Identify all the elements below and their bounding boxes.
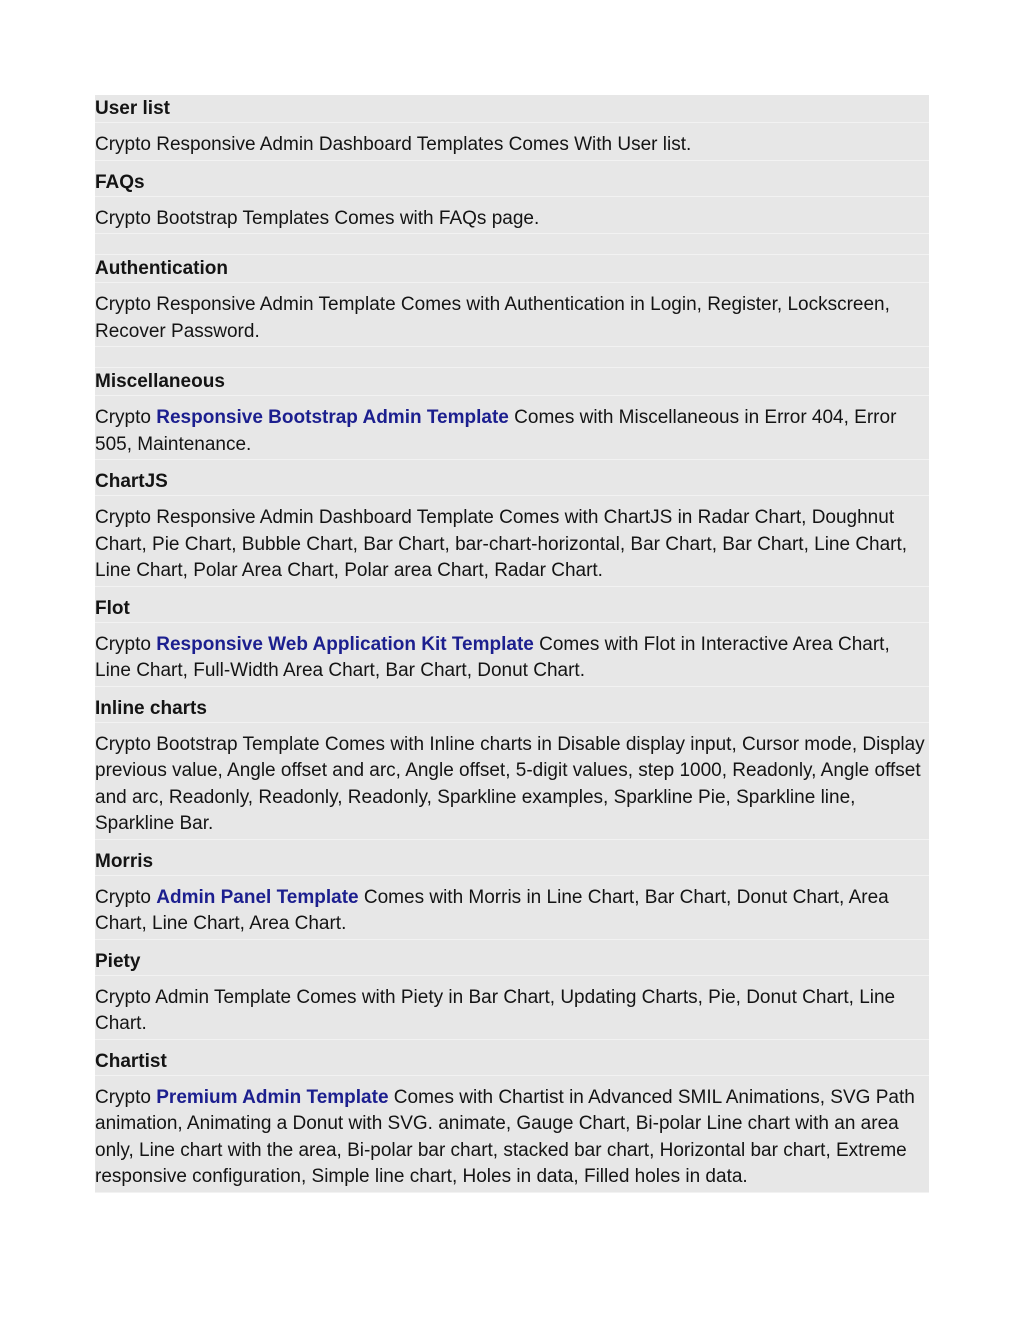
premium-admin-template-link[interactable]: Premium Admin Template — [156, 1086, 389, 1108]
section-flot — [95, 587, 929, 687]
section-heading: Chartist — [95, 1040, 929, 1076]
spacer — [95, 347, 929, 368]
admin-panel-template-link[interactable]: Admin Panel Template — [156, 886, 359, 908]
description-text: Crypto Responsive Admin Dashboard Template Comes with ChartJS in Radar Chart, Doughnut Chart, Pie Chart, Bubble Chart, Bar Chart, bar-chart-horizontal, Bar Chart, Bar Chart, Line Chart, Line Chart, Polar Area Chart, Polar area Chart, Radar Chart. — [95, 507, 908, 581]
section-heading: User list — [95, 95, 929, 123]
spacer — [95, 234, 929, 255]
description-text: Crypto Bootstrap Templates Comes with FAQs page. — [95, 207, 540, 229]
section-faqs — [95, 161, 929, 235]
description-text: Comes with Chartist in Advanced SMIL Animations, SVG Path animation, Animating a Donut with SVG. animate, Gauge Chart, Bi-polar Line chart with an area only, Line chart with the area, Bi-polar bar chart, stacked bar chart, Horizontal bar chart, Extreme responsive configuration, Simple line chart, Holes in data, Filled holes in data. — [95, 1086, 915, 1187]
section-chartist — [95, 1040, 929, 1193]
section-heading: Miscellaneous — [95, 368, 929, 396]
section-description — [95, 496, 929, 587]
section-miscellaneous — [95, 368, 929, 460]
section-heading: Authentication — [95, 255, 929, 283]
section-description — [95, 283, 929, 347]
responsive-web-application-kit-template-link[interactable]: Responsive Web Application Kit Template — [156, 633, 534, 655]
section-heading: Morris — [95, 840, 929, 876]
section-heading: Piety — [95, 940, 929, 976]
section-heading: FAQs — [95, 161, 929, 197]
description-text: Comes with Flot in Interactive Area Chart, Line Chart, Full-Width Area Chart, Bar Chart, Donut Chart. — [95, 633, 890, 681]
description-text: Crypto Bootstrap Template Comes with Inline charts in Disable display input, Cursor mode, Display previous value, Angle offset and arc, Angle offset, 5-digit values, step 1000, Readonly, Angle offset and arc, Readonly, Readonly, Readonly, Sparkline examples, Sparkline Pie, Sparkline line, Sparkline Bar. — [95, 733, 925, 834]
section-morris — [95, 840, 929, 940]
section-authentication — [95, 255, 929, 347]
section-heading: Inline charts — [95, 687, 929, 723]
section-description — [95, 197, 929, 235]
responsive-bootstrap-admin-template-link[interactable]: Responsive Bootstrap Admin Template — [156, 407, 509, 428]
section-description — [95, 876, 929, 940]
description-text: Crypto — [95, 633, 157, 655]
description-text: Crypto — [95, 407, 157, 428]
section-description — [95, 1076, 929, 1193]
section-heading: Flot — [95, 587, 929, 623]
section-heading: ChartJS — [95, 460, 929, 496]
section-user-list — [95, 95, 929, 161]
description-text: Comes with Miscellaneous in Error 404, Error 505, Maintenance. — [95, 407, 897, 455]
section-inline-charts — [95, 687, 929, 840]
section-description — [95, 976, 929, 1040]
section-chartjs — [95, 460, 929, 587]
section-description — [95, 723, 929, 840]
description-text: Comes with Morris in Line Chart, Bar Chart, Donut Chart, Area Chart, Line Chart, Area Chart. — [95, 886, 889, 934]
section-description — [95, 623, 929, 687]
section-piety — [95, 940, 929, 1040]
description-text: Crypto Responsive Admin Template Comes with Authentication in Login, Register, Lockscreen, Recover Password. — [95, 294, 890, 342]
document-body — [95, 95, 929, 1193]
section-description — [95, 396, 929, 460]
description-text: Crypto Admin Template Comes with Piety in Bar Chart, Updating Charts, Pie, Donut Chart, Line Chart. — [95, 986, 896, 1034]
description-text: Crypto — [95, 1086, 157, 1108]
description-text: Crypto — [95, 886, 157, 908]
section-description — [95, 123, 929, 161]
description-text: Crypto Responsive Admin Dashboard Templates Comes With User list. — [95, 134, 692, 155]
